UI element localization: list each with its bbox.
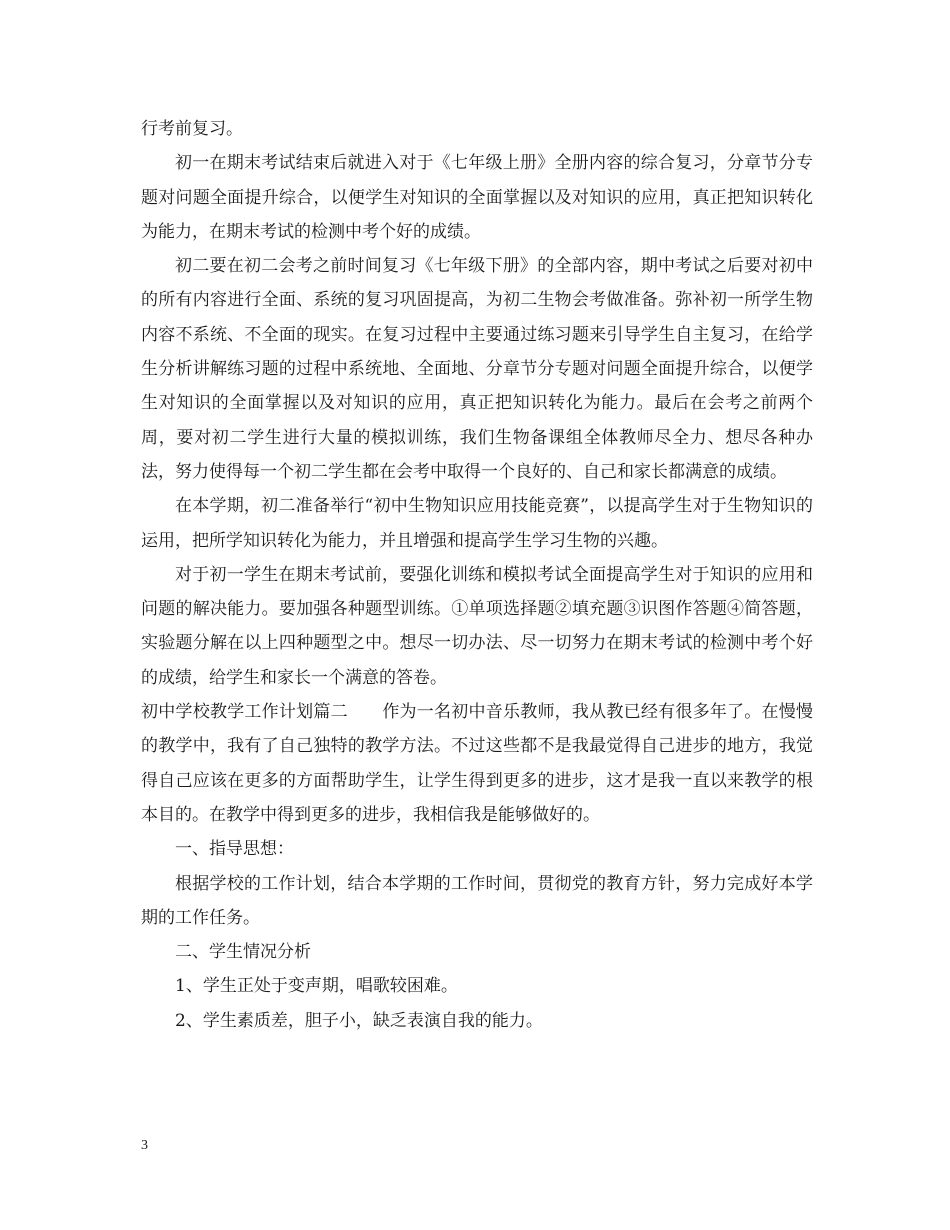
list-item-voice-change: 1、学生正处于变声期，唱歌较困难。 (175, 976, 458, 997)
paragraph-guiding-thought: 根据学校的工作计划，结合本学期的工作时间，贯彻党的教育方针，努力完成好本学期的工作任务。 (141, 873, 813, 928)
paragraph-competition: 在本学期，初二准备举行“初中生物知识应用技能竞赛”，以提高学生对于生物知识的运用，把所学知识转化为能力，并且增强和提高学生学习生物的兴趣。 (141, 496, 813, 551)
paragraph-continuation: 行考前复习。 (141, 119, 243, 139)
paragraph-plan-two-intro: 初中学校教学工作计划篇二 作为一名初中音乐教师，我从教已经有很多年了。在慢慢的教学中，我有了自己独特的教学方法。不过这些都不是我最觉得自己进步的地方，我觉得自己应该在更多的方面帮助学生，让学生得到更多的进步，这才是我一直以来教学的根本目的。在教学中得到更多的进步，我相信我是能够做好的。 (141, 702, 813, 825)
page-number: 3 (141, 1138, 148, 1153)
paragraph-grade7-review: 初一在期末考试结束后就进入对于《七年级上册》全册内容的综合复习，分章节分专题对问题全面提升综合，以便学生对知识的全面掌握以及对知识的应用，真正把知识转化为能力，在期末考试的检测中考个好的成绩。 (141, 153, 813, 242)
list-item-student-quality: 2、学生素质差，胆子小，缺乏表演自我的能力。 (175, 1010, 543, 1031)
paragraph-exam-training: 对于初一学生在期末考试前，要强化训练和模拟考试全面提高学生对于知识的应用和问题的解决能力。要加强各种题型训练。①单项选择题②填充题③识图作答题④简答题，实验题分解在以上四种题型之中。想尽一切办法、尽一切努力在期末考试的检测中考个好的成绩，给学生和家长一个满意的答卷。 (141, 564, 813, 688)
document-body (141, 112, 813, 1038)
section-heading-student-analysis: 二、学生情况分析 (175, 942, 311, 963)
paragraph-grade8-review: 初二要在初二会考之前时间复习《七年级下册》的全部内容，期中考试之后要对初中的所有内容进行全面、系统的复习巩固提高，为初二生物会考做准备。弥补初一所学生物内容不系统、不全面的现实。在复习过程中主要通过练习题来引导学生自主复习，在给学生分析讲解练习题的过程中系统地、全面地、分章节分专题对问题全面提升综合，以便学生对知识的全面掌握以及对知识的应用，真正把知识转化为能力。最后在会考之前两个周，要对初二学生进行大量的模拟训练，我们生物备课组全体教师尽全力、想尽各种办法，努力使得每一个初二学生都在会考中取得一个良好的、自己和家长都满意的成绩。 (141, 256, 813, 482)
section-heading-guiding-thought: 一、指导思想： (175, 839, 294, 860)
